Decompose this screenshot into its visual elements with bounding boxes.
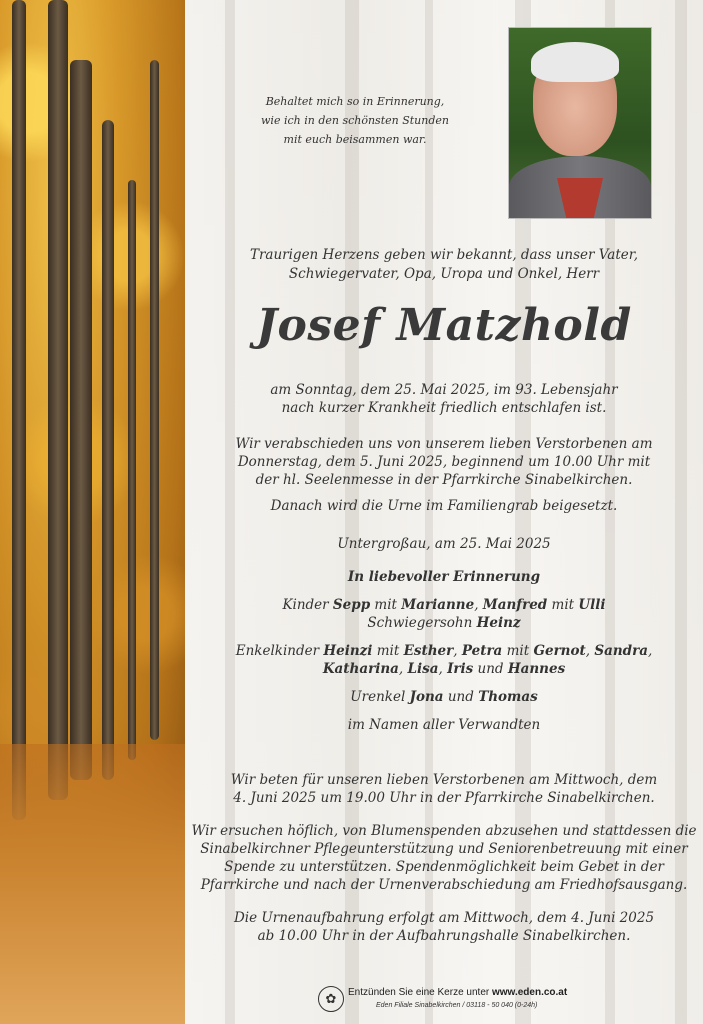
memory-heading: In liebevoller Erinnerung [347, 569, 541, 585]
great-grandchildren-list: Urenkel Jona und Thomas [350, 689, 538, 705]
obituary-content [190, 0, 698, 1024]
place-date: Untergroßau, am 25. Mai 2025 [337, 536, 551, 552]
urn-viewing-details: Die Urnenaufbahrung erfolgt am Mittwoch, dem 4. Juni 2025 ab 10.00 Uhr in der Aufbahrungshalle Sinabelkirchen. [233, 910, 655, 944]
candle-link-text[interactable]: Entzünden Sie eine Kerze unter www.eden.co.at [348, 987, 568, 998]
urn-burial-note: Danach wird die Urne im Familiengrab beigesetzt. [270, 498, 618, 514]
prayer-details: Wir beten für unseren lieben Verstorbenen am Mittwoch, dem 4. Juni 2025 um 19.00 Uhr in der Pfarrkirche Sinabelkirchen. [230, 772, 658, 806]
branch-contact: Eden Filiale Sinabelkirchen / 03118 - 50 040 (0-24h) [376, 1002, 538, 1009]
quote-line: wie ich in den schönsten Stunden [261, 114, 449, 127]
memorial-quote [250, 92, 460, 149]
donation-request: Wir ersuchen höflich, von Blumenspenden abzusehen und stattdessen die Sinabelkirchner Pflegeunterstützung und Seniorenbetreuung mit einer Spende zu unterstützen. Spendenmöglichkeit beim Gebet in der Pfarrkirche und nach der Urnenverabschiedung am Friedhofsausgang. [191, 823, 697, 893]
deceased-name: Josef Matzhold [256, 300, 632, 351]
announcement-intro: Traurigen Herzens geben wir bekannt, dass unser Vater, Schwiegervater, Opa, Uropa und Onkel, Herr [249, 247, 639, 282]
portrait-photo [508, 27, 652, 219]
quote-line: Behaltet mich so in Erinnerung, [265, 95, 445, 108]
relatives-line: im Namen aller Verwandten [347, 717, 541, 733]
funeral-home-footer [318, 984, 578, 1018]
children-list: Kinder Sepp mit Marianne, Manfred mit Ulli Schwiegersohn Heinz [282, 597, 606, 631]
death-details: am Sonntag, dem 25. Mai 2025, im 93. Lebensjahr nach kurzer Krankheit friedlich entschlafen ist. [270, 382, 618, 416]
funeral-details: Wir verabschieden uns von unserem lieben Verstorbenen am Donnerstag, dem 5. Juni 2025, beginnend um 10.00 Uhr mit der hl. Seelenmesse in der Pfarrkirche Sinabelkirchen. [235, 436, 653, 488]
candle-logo-icon: ✿ [318, 986, 344, 1012]
grandchildren-list: Enkelkinder Heinzi mit Esther, Petra mit Gernot, Sandra, Katharina, Lisa, Iris und Hannes [235, 643, 653, 677]
autumn-forest-image [0, 0, 185, 1024]
quote-line: mit euch beisammen war. [283, 133, 427, 146]
